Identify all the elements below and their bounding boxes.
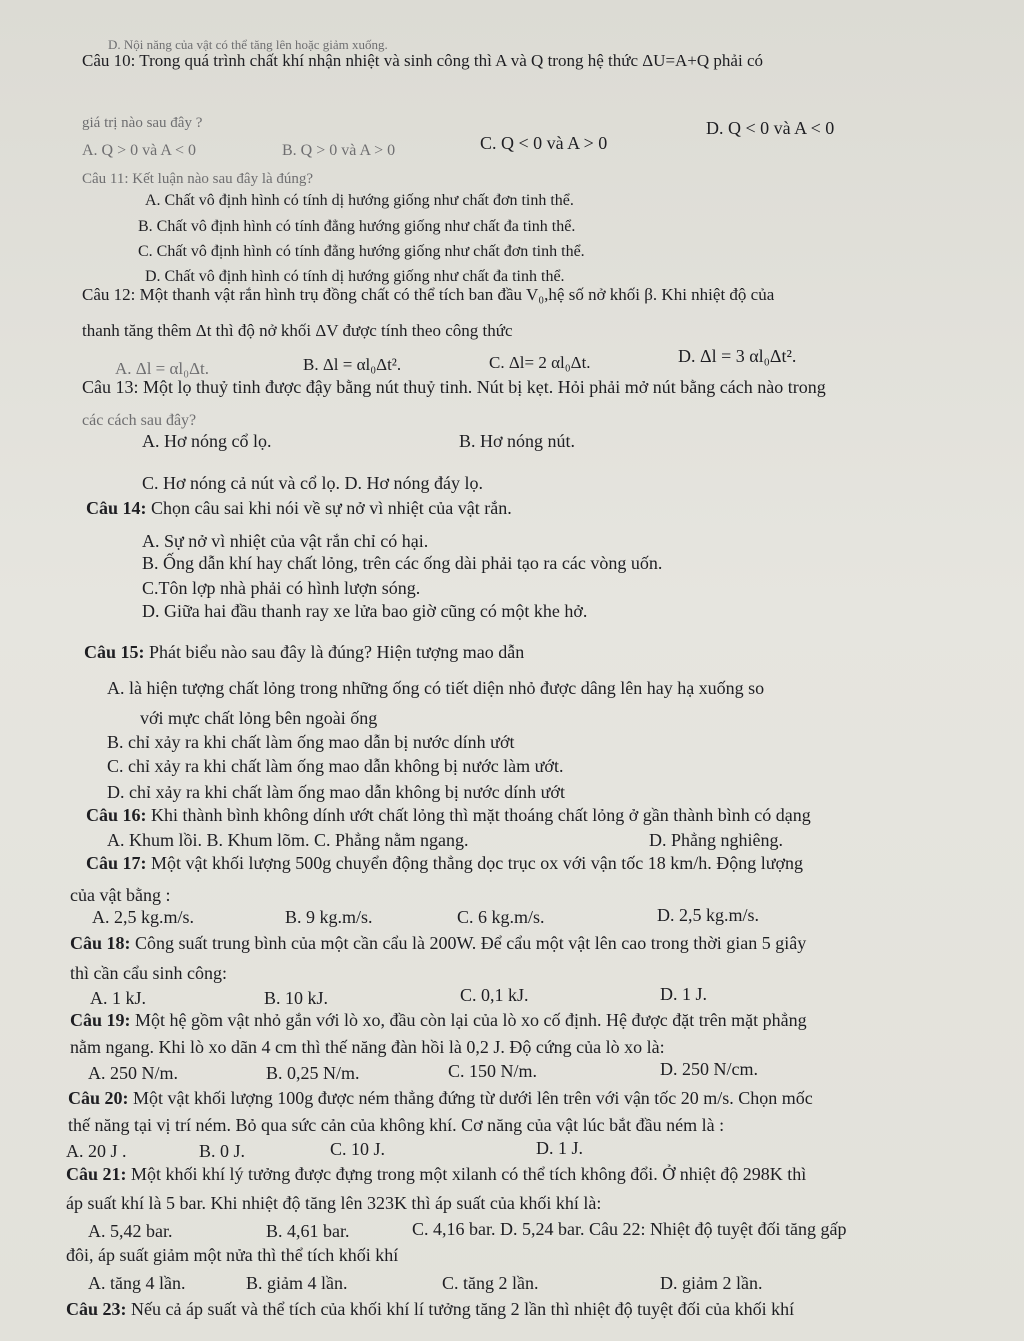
text-line: giá trị nào sau đây ? bbox=[82, 115, 203, 131]
text-line: C. Chất vô định hình có tính đẳng hướng giống như chất đơn tinh thể. bbox=[138, 243, 585, 260]
text-line: C. chỉ xảy ra khi chất làm ống mao dẫn không bị nước làm ướt. bbox=[107, 756, 564, 776]
text-line: D. chỉ xảy ra khi chất làm ống mao dẫn không bị nước dính ướt bbox=[107, 782, 565, 802]
text-line: A. 2,5 kg.m/s. bbox=[92, 907, 195, 927]
text-line: B. Q > 0 và A > 0 bbox=[282, 142, 396, 159]
text-line: A. Δl = αl₀Δt. bbox=[115, 359, 209, 378]
text-line: Câu 17: Một vật khối lượng 500g chuyển động thẳng dọc trục ox với vận tốc 18 km/h. Động lượng bbox=[86, 853, 804, 873]
text-line: thì cần cẩu sinh công: bbox=[70, 963, 227, 983]
text-line: A. Khum lồi. B. Khum lõm. C. Phẳng nằm ngang. bbox=[107, 830, 469, 850]
text-line: C. Δl= 2 αl₀Δt. bbox=[489, 353, 591, 372]
text-line: Câu 10: Trong quá trình chất khí nhận nhiệt và sinh công thì A và Q trong hệ thức ΔU=A+Q phải có bbox=[82, 51, 763, 70]
text-line: C. 6 kg.m/s. bbox=[457, 907, 545, 927]
text-line: A. Q > 0 và A < 0 bbox=[82, 142, 197, 159]
text-line: Câu 19: Một hệ gồm vật nhỏ gắn với lò xo, đầu còn lại của lò xo cố định. Hệ được đặt trên mặt phẳng bbox=[70, 1010, 807, 1030]
text-line: C. 0,1 kJ. bbox=[460, 985, 529, 1005]
text-line: C. Hơ nóng cả nút và cổ lọ. D. Hơ nóng đáy lọ. bbox=[142, 473, 483, 493]
text-line: các cách sau đây? bbox=[82, 412, 197, 429]
text-line: của vật bằng : bbox=[70, 885, 171, 905]
text-line: B. 4,61 bar. bbox=[266, 1221, 350, 1241]
text-line: thế năng tại vị trí ném. Bỏ qua sức cản của không khí. Cơ năng của vật lúc bắt đầu ném là : bbox=[68, 1115, 725, 1135]
text-line: D. Giữa hai đầu thanh ray xe lửa bao giờ cũng có một khe hở. bbox=[142, 601, 588, 621]
text-line: B. Δl = αl₀Δt². bbox=[303, 355, 402, 374]
text-line: B. Ống dẫn khí hay chất lỏng, trên các ống dài phải tạo ra các vòng uốn. bbox=[142, 553, 663, 573]
text-line: A. Chất vô định hình có tính dị hướng giống như chất đơn tinh thể. bbox=[145, 192, 574, 209]
text-line: Câu 11: Kết luận nào sau đây là đúng? bbox=[82, 171, 314, 187]
text-line: với mực chất lỏng bên ngoài ống bbox=[140, 708, 378, 728]
text-line: Câu 23: Nếu cả áp suất và thể tích của khối khí lí tưởng tăng 2 lần thì nhiệt độ tuyệt đối của khối khí bbox=[66, 1299, 795, 1319]
text-line: B. 10 kJ. bbox=[264, 988, 329, 1008]
text-line: D. Q < 0 và A < 0 bbox=[706, 118, 835, 138]
text-line: Câu 18: Công suất trung bình của một cần cẩu là 200W. Để cẩu một vật lên cao trong thời gian 5 giây bbox=[70, 933, 807, 953]
text-line: B. 0,25 N/m. bbox=[266, 1063, 360, 1083]
text-line: B. Chất vô định hình có tính đẳng hướng giống như chất đa tinh thể. bbox=[138, 218, 576, 235]
text-line: D. Δl = 3 αl₀Δt². bbox=[678, 346, 797, 366]
text-line: C. 4,16 bar. D. 5,24 bar. Câu 22: Nhiệt độ tuyệt đối tăng gấp bbox=[412, 1219, 847, 1239]
text-line: C.Tôn lợp nhà phải có hình lượn sóng. bbox=[142, 578, 421, 598]
text-line: Câu 14: Chọn câu sai khi nói về sự nở vì nhiệt của vật rắn. bbox=[86, 498, 512, 518]
text-line: B. giảm 4 lần. bbox=[246, 1273, 348, 1293]
text-line: A. 1 kJ. bbox=[90, 988, 147, 1008]
text-line: Câu 13: Một lọ thuỷ tinh được đậy bằng nút thuỷ tinh. Nút bị kẹt. Hỏi phải mở nút bằng cách nào trong bbox=[82, 377, 826, 397]
text-line: D. 1 J. bbox=[536, 1138, 584, 1158]
text-line: D. giảm 2 lần. bbox=[660, 1273, 763, 1293]
text-line: D. 1 J. bbox=[660, 984, 708, 1004]
text-line: D. Phẳng nghiêng. bbox=[649, 830, 783, 850]
text-line: nằm ngang. Khi lò xo dãn 4 cm thì thế năng đàn hồi là 0,2 J. Độ cứng của lò xo là: bbox=[70, 1037, 665, 1057]
text-line: D. Nội năng của vật có thể tăng lên hoặc giảm xuống. bbox=[108, 37, 388, 52]
text-line: C. tăng 2 lần. bbox=[442, 1273, 539, 1293]
text-line: Câu 21: Một khối khí lý tưởng được đựng trong một xilanh có thể tích không đổi. Ở nhiệt độ 298K thì bbox=[66, 1164, 807, 1184]
text-line: Câu 15: Phát biểu nào sau đây là đúng? Hiện tượng mao dẫn bbox=[84, 642, 525, 662]
text-line: thanh tăng thêm Δt thì độ nở khối ΔV được tính theo công thức bbox=[82, 321, 513, 340]
text-line: C. 150 N/m. bbox=[448, 1061, 538, 1081]
text-line: D. Chất vô định hình có tính dị hướng giống như chất đa tinh thể. bbox=[145, 268, 565, 285]
text-line: B. Hơ nóng nút. bbox=[459, 431, 576, 451]
text-line: Câu 20: Một vật khối lượng 100g được ném thẳng đứng từ dưới lên trên với vận tốc 20 m/s. Chọn mốc bbox=[68, 1088, 813, 1108]
text-line: A. 5,42 bar. bbox=[88, 1221, 173, 1241]
text-line: đôi, áp suất giảm một nửa thì thể tích khối khí bbox=[66, 1245, 399, 1265]
text-line: C. 10 J. bbox=[330, 1139, 386, 1159]
text-line: A. tăng 4 lần. bbox=[88, 1273, 186, 1293]
text-line: Câu 16: Khi thành bình không dính ướt chất lỏng thì mặt thoáng chất lỏng ở gần thành bình có dạng bbox=[86, 805, 811, 825]
text-line: áp suất khí là 5 bar. Khi nhiệt độ tăng lên 323K thì áp suất của khối khí là: bbox=[66, 1193, 602, 1213]
text-line: C. Q < 0 và A > 0 bbox=[480, 133, 608, 153]
text-line: A. 20 J . bbox=[66, 1141, 127, 1161]
text-line: A. Sự nở vì nhiệt của vật rắn chỉ có hại. bbox=[142, 531, 429, 551]
text-line: A. 250 N/m. bbox=[88, 1063, 178, 1083]
text-line: A. Hơ nóng cổ lọ. bbox=[142, 431, 272, 451]
text-line: Câu 12: Một thanh vật rắn hình trụ đồng chất có thể tích ban đầu V₀,hệ số nở khối β. Khi nhiệt độ của bbox=[82, 285, 775, 304]
text-line: D. 250 N/cm. bbox=[660, 1059, 758, 1079]
text-line: B. chỉ xảy ra khi chất làm ống mao dẫn bị nước dính ướt bbox=[107, 732, 515, 752]
text-line: D. 2,5 kg.m/s. bbox=[657, 905, 760, 925]
text-line: B. 9 kg.m/s. bbox=[285, 907, 373, 927]
text-line: A. là hiện tượng chất lỏng trong những ống có tiết diện nhỏ được dâng lên hay hạ xuống so bbox=[107, 678, 765, 698]
text-line: B. 0 J. bbox=[199, 1141, 246, 1161]
